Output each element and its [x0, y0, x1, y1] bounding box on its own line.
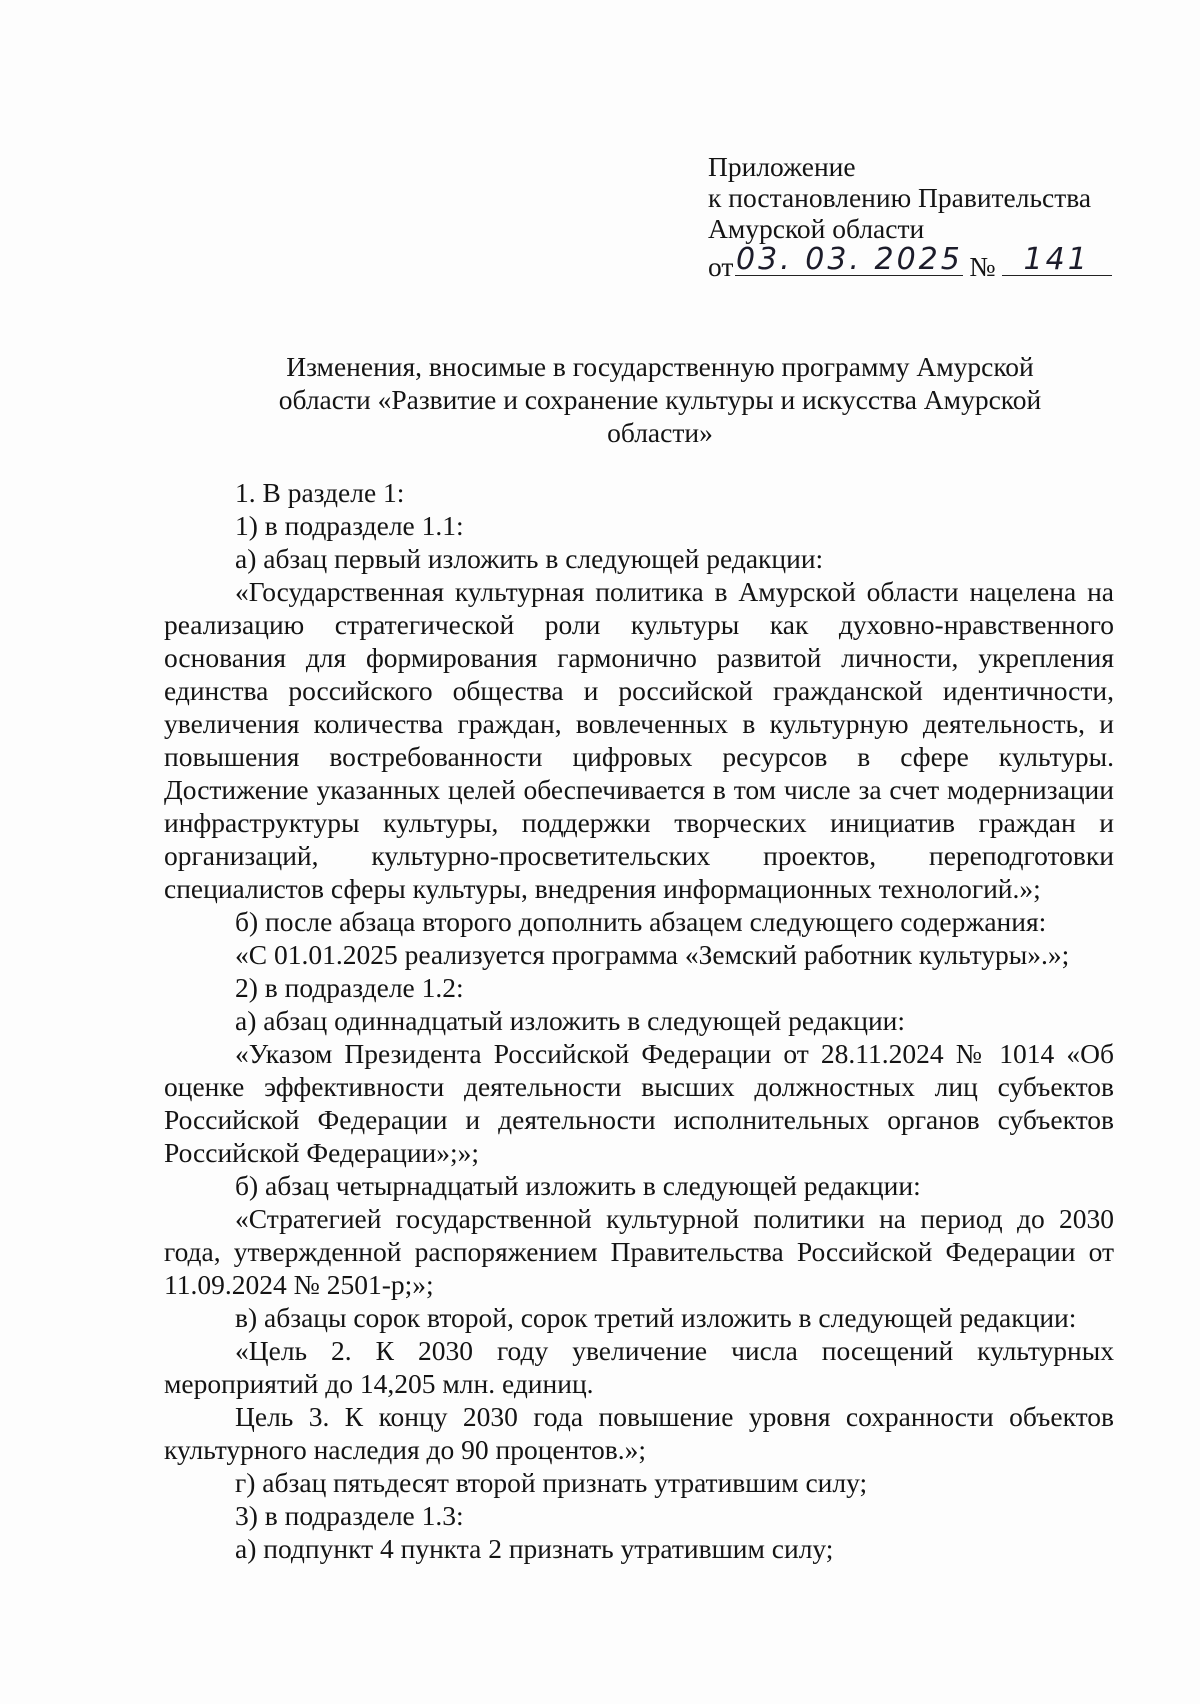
item-a-first-paragraph: а) абзац первый изложить в следующей редакции: — [235, 543, 824, 574]
goal-3-paragraph: Цель 3. К концу 2030 года повышение уровня сохранности объектов культурного наследия до 90 процентов.»; — [164, 1401, 1114, 1465]
date-prefix: от — [708, 251, 734, 282]
subsection-1-3-item: 3) в подразделе 1.3: — [235, 1500, 464, 1531]
appendix-line-2: к постановлению Правительства — [708, 182, 1092, 213]
document-title — [230, 350, 1090, 449]
date-field — [735, 244, 963, 276]
item-g-paragraph-52: г) абзац пятьдесят второй признать утратившим силу; — [235, 1467, 868, 1498]
quoted-goal-2: «Цель 2. К 2030 году увеличение числа посещений культурных мероприятий до 14,205 млн. единиц. — [164, 1335, 1114, 1399]
title-line-3: области» — [607, 417, 713, 448]
item-a-subpoint-4: а) подпункт 4 пункта 2 признать утратившим силу; — [235, 1533, 834, 1564]
item-v-paragraphs-42-43: в) абзацы сорок второй, сорок третий изложить в следующей редакции: — [235, 1302, 1077, 1333]
appendix-line-1: Приложение — [708, 151, 856, 182]
handwritten-date: 03. 03. 2025 — [735, 242, 963, 277]
document-body — [164, 476, 1114, 1565]
title-line-1: Изменения, вносимые в государственную программу Амурской — [286, 351, 1034, 382]
item-a-eleventh-paragraph: а) абзац одиннадцатый изложить в следующей редакции: — [235, 1005, 906, 1036]
number-label: № — [969, 251, 996, 282]
handwritten-number: 141 — [1023, 242, 1090, 277]
item-b-add-paragraph: б) после абзаца второго дополнить абзацем следующего содержания: — [235, 906, 1047, 937]
subsection-1-1-item: 1) в подразделе 1.1: — [235, 510, 464, 541]
quoted-strategy-2030: «Стратегией государственной культурной политики на период до 2030 года, утвержденной распоряжением Правительства Российской Федерации от 11.09.2024 № 2501-р;»; — [164, 1203, 1114, 1300]
title-line-2: области «Развитие и сохранение культуры и искусства Амурской — [278, 384, 1042, 415]
number-field — [1002, 244, 1112, 276]
appendix-header — [708, 151, 1168, 282]
quoted-presidential-decree: «Указом Президента Российской Федерации от 28.11.2024 № 1014 «Об оценке эффективности деятельности высших должностных лиц субъектов Российской Федерации и деятельности исполнительных органов субъектов Российской Федерации»;»; — [164, 1038, 1114, 1168]
appendix-line-3: Амурской области — [708, 213, 925, 244]
section-1-heading: 1. В разделе 1: — [235, 477, 405, 508]
subsection-1-2-item: 2) в подразделе 1.2: — [235, 972, 464, 1003]
appendix-date-number-line — [708, 244, 1168, 282]
item-b-fourteenth-paragraph: б) абзац четырнадцатый изложить в следующей редакции: — [235, 1170, 921, 1201]
quoted-paragraph-cultural-policy: «Государственная культурная политика в Амурской области нацелена на реализацию стратегической роли культуры как духовно-нравственного основания для формирования гармонично развитой личности, укрепления единства российского общества и российской гражданской идентичности, увеличения количества граждан, вовлеченных в культурную деятельность, и повышения востребованности цифровых ресурсов в сфере культуры. Достижение указанных целей обеспечивается в том числе за счет модернизации инфраструктуры культуры, поддержки творческих инициатив граждан и организаций, культурно-просветительских проектов, переподготовки специалистов сферы культуры, внедрения информационных технологий.»; — [164, 576, 1114, 904]
quoted-zemsky-program: «С 01.01.2025 реализуется программа «Земский работник культуры».»; — [235, 939, 1070, 970]
